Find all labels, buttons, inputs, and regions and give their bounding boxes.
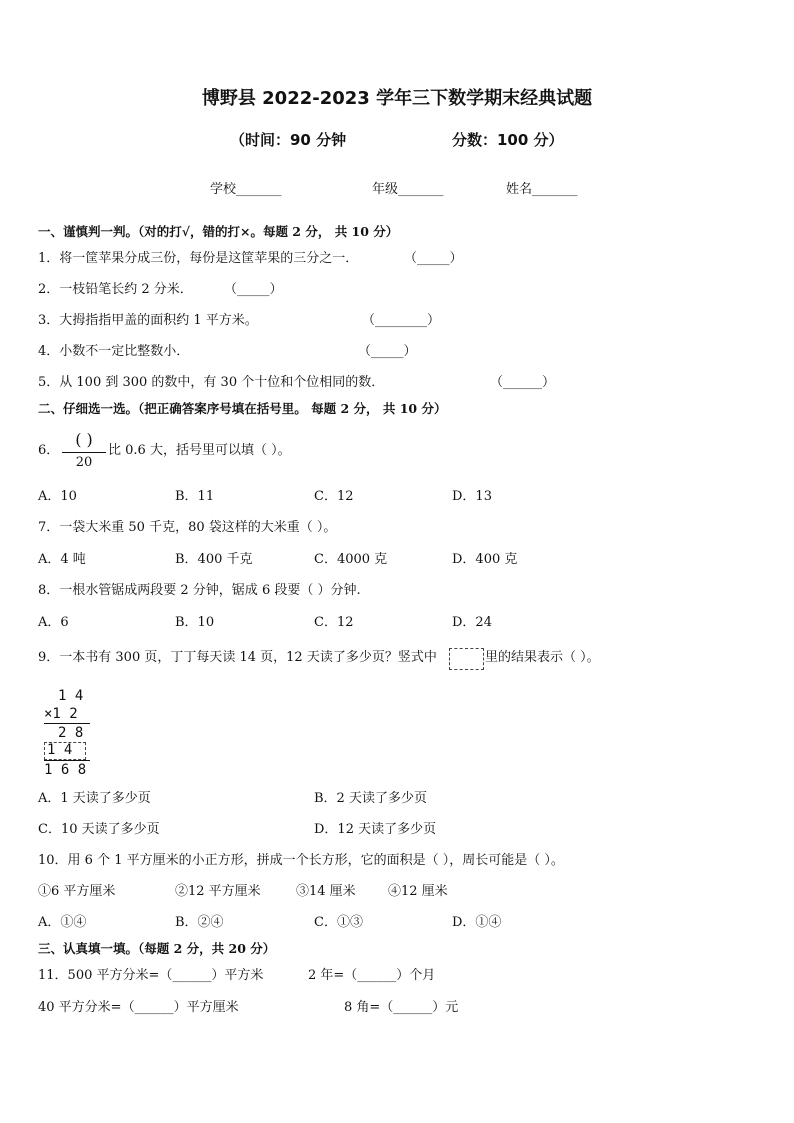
question-11-d: 8 角=（______）元 [344, 1000, 459, 1015]
name-field: 姓名_______ [506, 182, 578, 197]
calc-partial-2: 1 4 [47, 742, 73, 758]
question-6-number: 6． [38, 443, 60, 458]
question-11-b: 2 年=（______）个月 [308, 968, 436, 983]
question-1: 1．将一筐苹果分成三份，每份是这筐苹果的三分之一． [38, 251, 359, 266]
calc-line [44, 760, 90, 761]
question-3-blank: （________） [362, 313, 441, 328]
section-1-heading: 一、谨慎判一判。（对的打√，错的打×。每题 2 分， 共 10 分） [38, 224, 399, 239]
fraction-bar [62, 452, 106, 453]
section-2-heading: 二、仔细选一选。（把正确答案序号填在括号里。 每题 2 分， 共 10 分） [38, 401, 447, 416]
q9-option-d: D．12 天读了多少页 [314, 822, 437, 837]
question-11-c: 40 平方分米=（______）平方厘米 [38, 1000, 239, 1015]
calc-partial-1: 2 8 [58, 725, 84, 741]
q8-option-b: B．10 [175, 615, 215, 630]
question-9-part-2: 里的结果表示（ ）。 [485, 650, 600, 665]
question-8: 8．一根水管锯成两段要 2 分钟，锯成 6 段要（ ）分钟. [38, 583, 361, 598]
question-5: 5．从 100 到 300 的数中，有 30 个十位和个位相同的数． [38, 375, 385, 390]
exam-score: 分数：100 分） [452, 131, 564, 149]
q6-option-a: A．10 [38, 489, 77, 504]
q10-option-a: A．①④ [38, 915, 87, 930]
q10-item-2: ②12 平方厘米 [175, 884, 261, 899]
q9-option-b: B．2 天读了多少页 [314, 791, 427, 806]
question-9-part-1: 9．一本书有 300 页，丁丁每天读 14 页，12 天读了多少页？竖式中 [38, 650, 437, 665]
question-10: 10．用 6 个 1 平方厘米的小正方形，拼成一个长方形，它的面积是（ ），周长可能是（ ）。 [38, 853, 564, 868]
school-field: 学校_______ [210, 182, 282, 197]
dashed-box [449, 648, 484, 670]
q7-option-c: C．4000 克 [314, 552, 388, 567]
question-1-blank: （_____） [404, 251, 463, 266]
q9-option-c: C．10 天读了多少页 [38, 822, 160, 837]
grade-field: 年级_______ [372, 182, 444, 197]
q6-option-b: B．11 [175, 489, 215, 504]
q8-option-c: C．12 [314, 615, 354, 630]
question-7: 7．一袋大米重 50 千克，80 袋这样的大米重（ ）。 [38, 520, 337, 535]
q10-option-d: D．①④ [452, 915, 502, 930]
q10-item-3: ③14 厘米 [296, 884, 356, 899]
question-6-denominator: 20 [75, 455, 93, 470]
q7-option-b: B．400 千克 [175, 552, 253, 567]
q7-option-d: D．400 克 [452, 552, 518, 567]
calc-multiplier: ×1 2 [44, 706, 78, 722]
question-4: 4．小数不一定比整数小． [38, 344, 190, 359]
question-6-text: 比 0.6 大，括号里可以填（ ）。 [108, 443, 291, 458]
calc-multiplicand: 1 4 [58, 688, 84, 704]
question-11-a: 11．500 平方分米=（______）平方米 [38, 968, 264, 983]
calc-result: 1 6 8 [44, 762, 87, 778]
page-title: 博野县 2022-2023 学年三下数学期末经典试题 [201, 88, 593, 109]
q6-option-d: D．13 [452, 489, 492, 504]
q10-item-1: ①6 平方厘米 [38, 884, 116, 899]
q8-option-d: D．24 [452, 615, 492, 630]
question-3: 3．大拇指指甲盖的面积约 1 平方米。 [38, 313, 258, 328]
q10-option-b: B．②④ [175, 915, 224, 930]
q10-item-4: ④12 厘米 [388, 884, 448, 899]
question-4-blank: （_____） [358, 344, 417, 359]
calc-line [44, 723, 90, 724]
q6-option-c: C．12 [314, 489, 354, 504]
question-2: 2．一枝铅笔长约 2 分米． [38, 282, 193, 297]
q10-option-c: C．①③ [314, 915, 363, 930]
exam-time: （时间：90 分钟 [230, 131, 347, 149]
question-6-numerator: ( ) [75, 430, 93, 449]
question-5-blank: （______） [490, 375, 556, 390]
q7-option-a: A．4 吨 [38, 552, 86, 567]
section-3-heading: 三、认真填一填。（每题 2 分，共 20 分） [38, 941, 276, 956]
q9-option-a: A．1 天读了多少页 [38, 791, 151, 806]
q8-option-a: A．6 [38, 615, 69, 630]
question-2-blank: （_____） [224, 282, 283, 297]
